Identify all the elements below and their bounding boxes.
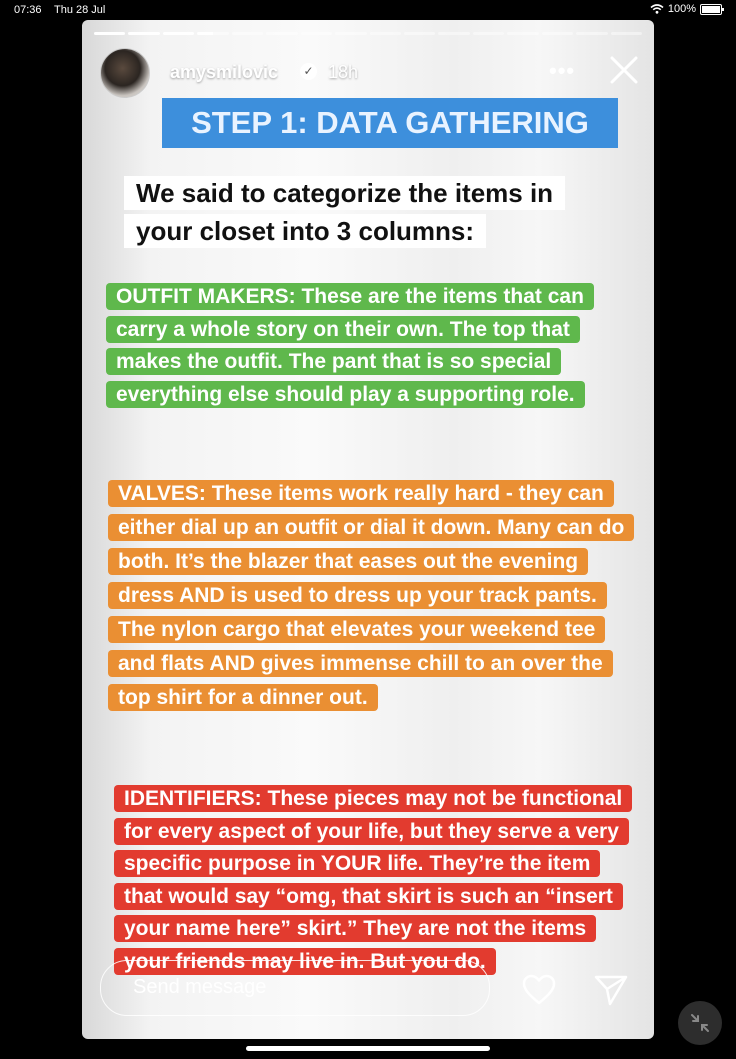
progress-segment xyxy=(301,32,332,35)
status-date: Thu 28 Jul xyxy=(54,4,106,16)
message-placeholder: Send message xyxy=(133,976,267,998)
progress-segment xyxy=(163,32,194,35)
intro-label: We said to categorize the items in your closet into 3 columns: xyxy=(124,176,565,248)
progress-segment xyxy=(370,32,401,35)
progress-segment xyxy=(576,32,607,35)
progress-segment xyxy=(611,32,642,35)
close-icon[interactable] xyxy=(608,54,640,86)
battery-icon xyxy=(700,4,722,15)
progress-segment xyxy=(266,32,297,35)
status-right xyxy=(650,3,722,15)
identifiers-text: IDENTIFIERS: These pieces may not be functional for every aspect of your life, but they serve a very specific purpose in YOUR life. They’re the item that would say “omg, that skirt is such an “insert your name here” skirt.” They are not the items your friends may live in. But you do. xyxy=(114,785,632,975)
home-indicator[interactable] xyxy=(246,1046,490,1051)
battery-percent: 100% xyxy=(667,3,696,15)
avatar[interactable] xyxy=(100,48,150,98)
story-time-ago: 18h xyxy=(328,62,359,82)
valves-block xyxy=(108,477,638,715)
heart-icon[interactable] xyxy=(522,974,556,1006)
progress-segment xyxy=(232,32,263,35)
minimize-button[interactable] xyxy=(678,1001,722,1045)
collapse-arrows-icon xyxy=(678,1001,722,1045)
progress-segment xyxy=(128,32,159,35)
outfit-makers-block xyxy=(106,281,626,411)
outfit-makers-text: OUTFIT MAKERS: These are the items that can carry a whole story on their own. The top that makes the outfit. The pant that is so special everything else should play a supporting role. xyxy=(106,283,594,408)
progress-segment xyxy=(94,32,125,35)
identifiers-block xyxy=(114,783,634,978)
more-options-icon[interactable]: ••• xyxy=(549,58,576,83)
progress-segment xyxy=(404,32,435,35)
progress-segment xyxy=(335,32,366,35)
progress-segment xyxy=(507,32,538,35)
progress-segment xyxy=(438,32,469,35)
status-time: 07:36 xyxy=(14,4,42,16)
progress-segment xyxy=(197,32,228,35)
progress-segment xyxy=(473,32,504,35)
story-username[interactable]: amysmilovic xyxy=(170,62,279,82)
story-viewer[interactable] xyxy=(82,20,654,1039)
send-icon[interactable] xyxy=(594,974,628,1006)
verified-badge-icon: ✓ xyxy=(300,63,317,80)
wifi-icon xyxy=(650,4,664,14)
story-progress xyxy=(94,32,642,35)
status-bar xyxy=(0,0,736,20)
progress-segment xyxy=(542,32,573,35)
message-input[interactable] xyxy=(100,960,490,1016)
step-title: STEP 1: DATA GATHERING xyxy=(162,98,618,148)
valves-text: VALVES: These items work really hard - they can either dial up an outfit or dial it down. Many can do both. It’s the blazer that eases out the evening dress AND is used to dress up your track pants. The nylon cargo that elevates your weekend tee and flats AND gives immense chill to an over the top shirt for a dinner out. xyxy=(108,480,634,711)
intro-text xyxy=(124,174,602,250)
